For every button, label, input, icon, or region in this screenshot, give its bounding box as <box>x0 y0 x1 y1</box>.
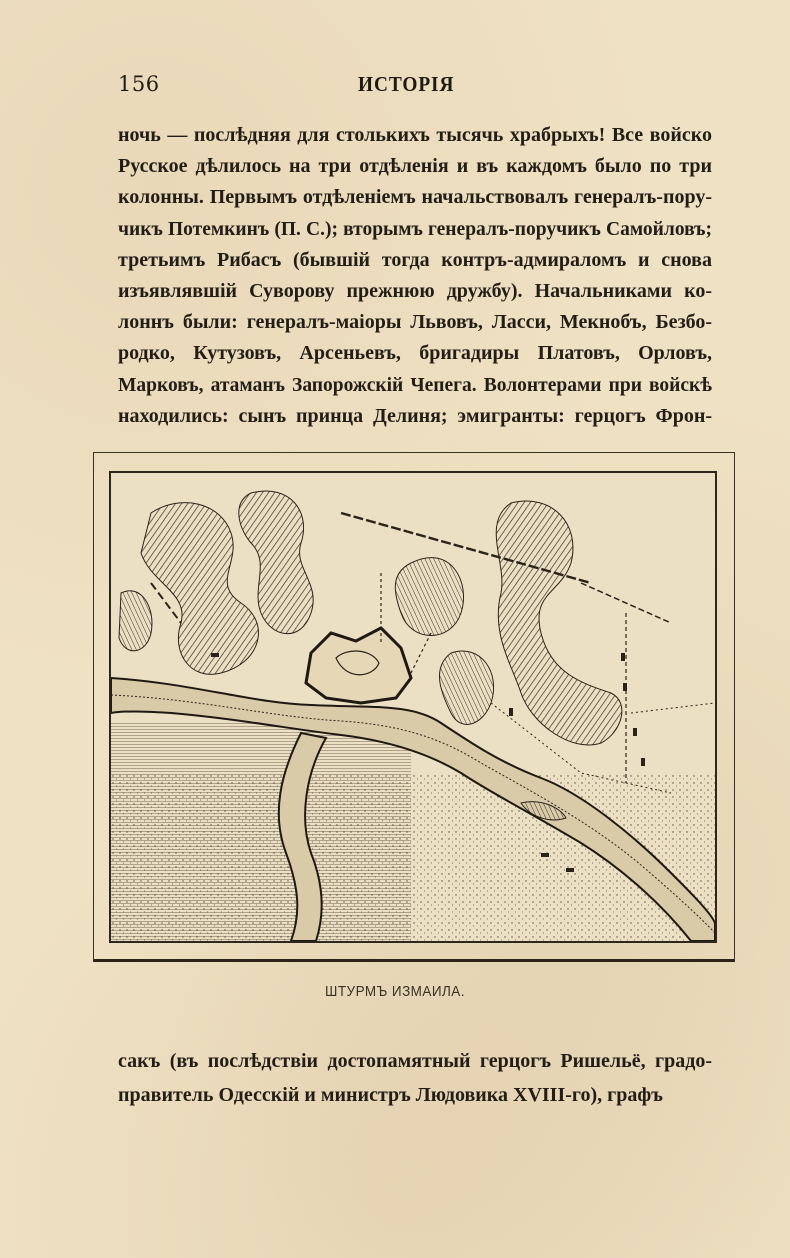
page-header <box>118 72 712 106</box>
figure-caption: ШТУРМЪ ИЗМАИЛА. <box>325 983 465 1000</box>
text-line: колонны. Первымъ отдѣленіемъ начальствовалъ генералъ-пору- <box>118 186 712 209</box>
running-title: ИСТОРІЯ <box>358 72 455 96</box>
paragraph-1 <box>118 120 712 432</box>
text-line: правитель Одесскій и министръ Людовика XVIII-го), графъ <box>118 1084 663 1106</box>
text-line: находились: сынъ принца Делиня; эмигранты: герцогъ Фрон- <box>118 404 712 427</box>
text-line: родко, Кутузовъ, Арсеньевъ, бригадиры Платовъ, Орловъ, <box>118 342 712 365</box>
paragraph-2 <box>118 1044 712 1112</box>
text-line: лоннъ были: генералъ-маіоры Львовъ, Ласси, Мекнобъ, Безбо- <box>118 311 712 334</box>
text-line: Марковъ, атаманъ Запорожскій Чепега. Волонтерами при войскѣ <box>118 374 712 396</box>
text-line: сакъ (въ послѣдствіи достопамятный герцогъ Ришельё, градо- <box>118 1050 712 1072</box>
text-line: Русское дѣлилось на три отдѣленія и въ каждомъ было по три <box>118 155 712 178</box>
text-line: ночь — послѣдняя для столькихъ тысячь храбрыхъ! Все войско <box>118 124 712 146</box>
text-line: изъявлявшій Суворову прежнюю дружбу). Начальниками ко- <box>118 279 712 302</box>
map-engraving <box>109 471 717 943</box>
page-number: 156 <box>118 72 160 96</box>
siege-map-image <box>111 473 715 941</box>
engraving-frame <box>93 452 735 962</box>
text-line: чикъ Потемкинъ (П. С.); вторымъ генералъ-поручикъ Самойловъ; <box>118 218 712 240</box>
text-line: третьимъ Рибасъ (бывшій тогда контръ-адмираломъ и снова <box>118 248 712 271</box>
